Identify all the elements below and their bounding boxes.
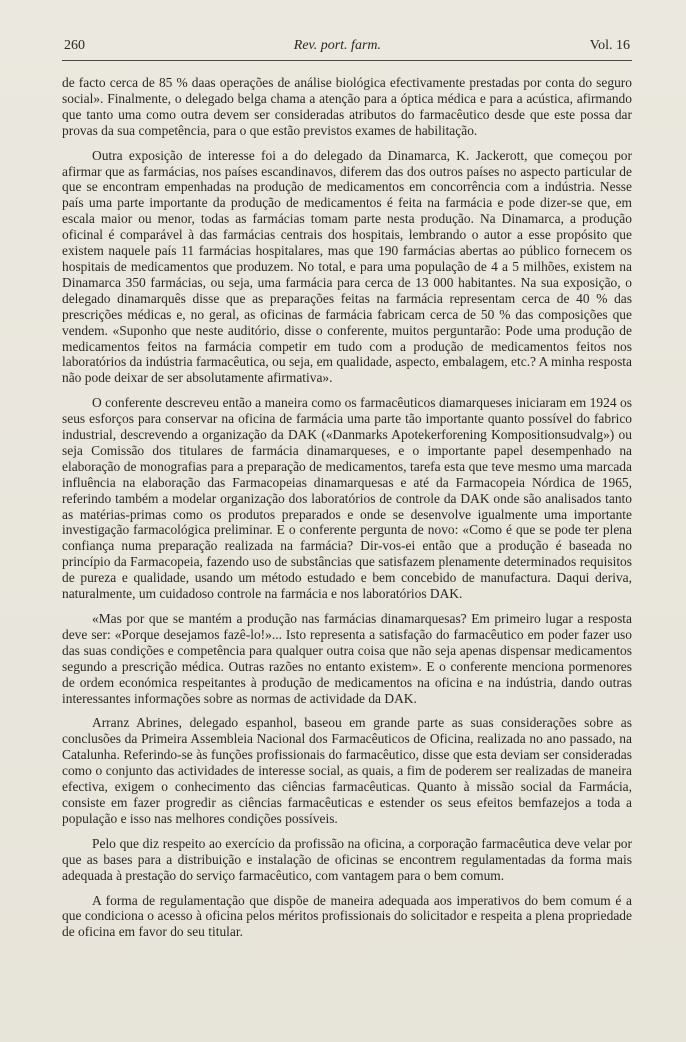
article-body [62,75,632,940]
paragraph-6: Pelo que diz respeito ao exercício da profissão na oficina, a corporação farmacêutica deve velar por que as bases para a distribuição e instalação de oficinas se encontrem regulamentadas da forma mais adequada à prestação do serviço farmacêutico, com vantagem para o bem comum. [62,835,632,883]
paragraph-1: de facto cerca de 85 % daas operações de análise biológica efectivamente prestadas por conta do seguro social». Finalmente, o delegado belga chama a atenção para a óptica médica e para a acústica, afirmando que tanto uma como outra devem ser consideradas atributos do farmacêutico desde que este possa dar provas da sua competência, para o que estão previstos exames de habilitação. [62,75,632,138]
paragraph-3: O conferente descreveu então a maneira como os farmacêuticos diamarqueses iniciaram em 1924 os seus esforços para conservar na oficina de farmácia uma parte tão importante quanto possível do fabrico industrial, descrevendo a organização da DAK («Danmarks Apotekerforening Kompositionsudvalg») ou seja Comissão dos titulares de farmácia dinamarqueses, e o importante papel desempenhado na elaboração de monografias para a preparação de medicamentos, tarefa esta que teve mesmo uma marcada influência na elaboração das Farmacopeias dinamarquesas e até da Farmacopeia Nórdica de 1965, referindo também a modelar organização dos laboratórios de controle da DAK onde são analisados tanto as matérias-primas como os produtos preparados e onde se desenvolve igualmente uma importante investigação farmacológica preliminar. E o conferente pergunta de novo: «Como é que se pode ter plena confiança numa preparação realizada na farmácia? Dir-vos-ei então que a produção é baseada no princípio da Farmacopeia, fazendo uso de substâncias que satisfazem plenamente determinados requisitos de pureza e qualidade, usando um método estudado e bem concebido de manufactura. Daqui deriva, naturalmente, um cuidadoso controle na farmácia e nos laboratórios DAK. [62,395,632,602]
running-header [62,38,632,61]
paragraph-4: «Mas por que se mantém a produção nas farmácias dinamarquesas? Em primeiro lugar a resposta deve ser: «Porque desejamos fazê-lo!»... Isto representa a satisfação do farmacêutico em poder fazer uso das suas condições e competência para qualquer outra coisa que não seja apenas dispensar medicamentos segundo a prescrição médica. Outras razões no entanto existem». E o conferente menciona pormenores de ordem económica respeitantes à produção de medicamentos na oficina e na indústria, dando outras interessantes informações sobre as normas de actividade da DAK. [62,611,632,706]
paragraph-2: Outra exposição de interesse foi a do delegado da Dinamarca, K. Jackerott, que começou por afirmar que as farmácias, nos países escandinavos, diferem das dos outros países no aspecto particular de que se encontram empenhadas na produção de medicamentos em concorrência com a indústria. Nesse país uma parte importante da produção de medicamentos é feita na farmácia e pode dizer-se que, em escala maior ou menor, todas as farmácias tomam parte nesta produção. Na Dinamarca, a produção oficinal é comparável à das farmácias centrais dos hospitais, lembrando o autor a esse propósito que existem naquele país 11 farmácias hospitalares, mas que 190 farmácias abertas ao público fornecem os hospitais de medicamentos que produzem. No total, e para uma população de 4 a 5 milhões, existem na Dinamarca 350 farmácias, ou seja, uma farmácia para cerca de 13 000 habitantes. Na sua exposição, o delegado dinamarquês disse que as preparações feitas na farmácia representam cerca de 40 % das prescrições médicas e, no geral, as oficinas de farmácia fabricam cerca de 50 % das composições que vendem. «Suponho que neste auditório, disse o conferente, muitos perguntarão: Pode uma produção de medicamentos feitos na farmácia competir em tudo com a produção de medicamentos feitos nos laboratórios da indústria farmacêutica, ou seja, em qualidade, aspecto, embalagem, etc.? A minha resposta não pode deixar de ser absolutamente afirmativa». [62,147,632,386]
journal-title: Rev. port. farm. [293,38,382,53]
paragraph-5: Arranz Abrines, delegado espanhol, baseou em grande parte as suas considerações sobre as conclusões da Primeira Assembleia Nacional dos Farmacêuticos de Oficina, realizada no ano passado, na Catalunha. Referindo-se às funções profissionais do farmacêutico, disse que esta deviam ser consideradas como o conjunto das actividades de interesse social, as quais, a fim de poderem ser realizadas de maneira efectiva, exigem o conhecimento das ciências farmacêuticas. Quanto à missão social da Farmácia, consiste em fazer progredir as ciências farmacêuticas e estender os seus efeitos bemfazejos a toda a população e isso nas melhores condições possíveis. [62,715,632,826]
paragraph-7: A forma de regulamentação que dispõe de maneira adequada aos imperativos do bem comum é a que condiciona o acesso à oficina pelos méritos profissionais do solicitador e respeita a plena propriedade de oficina em favor do seu titular. [62,892,632,940]
volume-label: Vol. 16 [589,38,630,53]
page-number: 260 [64,38,85,53]
